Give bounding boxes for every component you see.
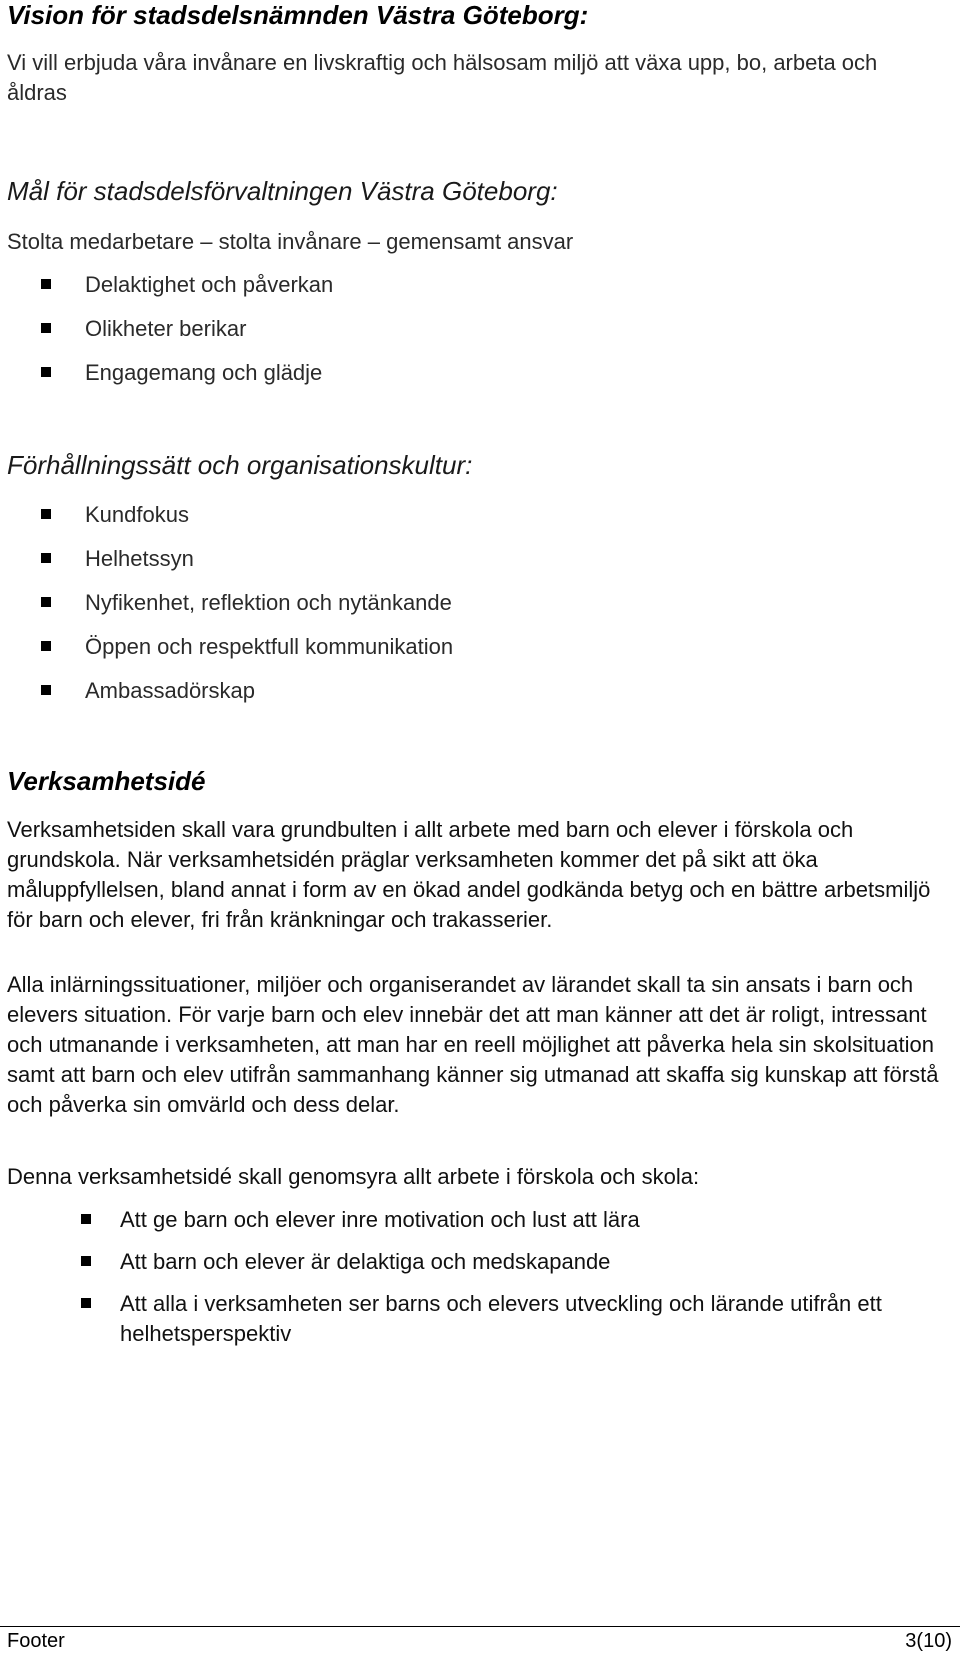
bullet-square-icon bbox=[41, 685, 51, 695]
list-item bbox=[0, 1205, 950, 1235]
list-item-label: Helhetssyn bbox=[85, 546, 194, 571]
bullet-square-icon bbox=[41, 323, 51, 333]
list-item bbox=[0, 1289, 950, 1349]
vision-text: Vi vill erbjuda våra invånare en livskraftig och hälsosam miljö att växa upp, bo, arbeta och åldras bbox=[7, 50, 878, 105]
page-number: 3(10) bbox=[905, 1630, 952, 1652]
bullet-square-icon bbox=[81, 1214, 91, 1224]
bullet-square-icon bbox=[41, 509, 51, 519]
idea-paragraph-2: Alla inlärningssituationer, miljöer och organiserandet av lärandet skall ta sin ansats i barn och elevers situation. För varje barn och elev innebär det att man känner att det är roligt, intressant och utmanande i verksamheten, att man har en reell möjlighet att påverka hela sin skolsituation samt att barn och elev utifrån sammanhang känner sig utmanad att skaffa sig kunskap att förstå och påverka sin omvärld och dess delar. bbox=[7, 972, 939, 1117]
bullet-square-icon bbox=[41, 367, 51, 377]
list-item bbox=[0, 314, 333, 358]
idea-paragraph-3: Denna verksamhetsidé skall genomsyra allt arbete i förskola och skola: bbox=[7, 1164, 700, 1189]
list-item-label: Öppen och respektfull kommunikation bbox=[85, 634, 454, 659]
list-item-label: Ambassadörskap bbox=[85, 678, 255, 703]
list-item-label: Att ge barn och elever inre motivation och lust att lära bbox=[120, 1207, 640, 1232]
list-item bbox=[0, 632, 453, 676]
bullet-square-icon bbox=[41, 597, 51, 607]
list-item bbox=[0, 358, 333, 402]
list-item bbox=[0, 544, 453, 588]
list-item-label: Olikheter berikar bbox=[85, 316, 247, 341]
culture-heading: Förhållningssätt och organisationskultur: bbox=[7, 450, 473, 480]
list-item bbox=[0, 588, 453, 632]
culture-list bbox=[0, 500, 453, 720]
bullet-square-icon bbox=[41, 279, 51, 289]
list-item-label: Delaktighet och påverkan bbox=[85, 272, 334, 297]
bullet-square-icon bbox=[41, 553, 51, 563]
idea-list bbox=[0, 1205, 950, 1361]
list-item bbox=[0, 676, 453, 720]
list-item bbox=[0, 1247, 950, 1277]
footer-label: Footer bbox=[7, 1630, 65, 1652]
goals-heading: Mål för stadsdelsförvaltningen Västra Göteborg: bbox=[7, 176, 558, 206]
bullet-square-icon bbox=[81, 1298, 91, 1308]
idea-paragraph-1: Verksamhetsiden skall vara grundbulten i allt arbete med barn och elever i förskola och grundskola. När verksamhetsidén präglar verksamheten kommer det på sikt att öka måluppfyllelsen, bland annat i form av en ökad andel godkända betyg och en bättre arbetsmiljö för barn och elever, fri från kränkningar och trakasserier. bbox=[7, 817, 931, 932]
list-item-label: Att alla i verksamheten ser barns och elevers utveckling och lärande utifrån ett helhetsperspektiv bbox=[120, 1291, 882, 1346]
vision-heading: Vision för stadsdelsnämnden Västra Göteborg: bbox=[7, 0, 589, 30]
list-item-label: Nyfikenhet, reflektion och nytänkande bbox=[85, 590, 452, 615]
list-item bbox=[0, 500, 453, 544]
list-item-label: Att barn och elever är delaktiga och medskapande bbox=[120, 1249, 611, 1274]
idea-heading: Verksamhetsidé bbox=[7, 766, 206, 796]
list-item bbox=[0, 270, 333, 314]
goals-list bbox=[0, 270, 333, 402]
bullet-square-icon bbox=[41, 641, 51, 651]
list-item-label: Kundfokus bbox=[85, 502, 189, 527]
goals-tagline: Stolta medarbetare – stolta invånare – gemensamt ansvar bbox=[7, 229, 574, 254]
footer-divider bbox=[0, 1626, 960, 1627]
bullet-square-icon bbox=[81, 1256, 91, 1266]
list-item-label: Engagemang och glädje bbox=[85, 360, 323, 385]
